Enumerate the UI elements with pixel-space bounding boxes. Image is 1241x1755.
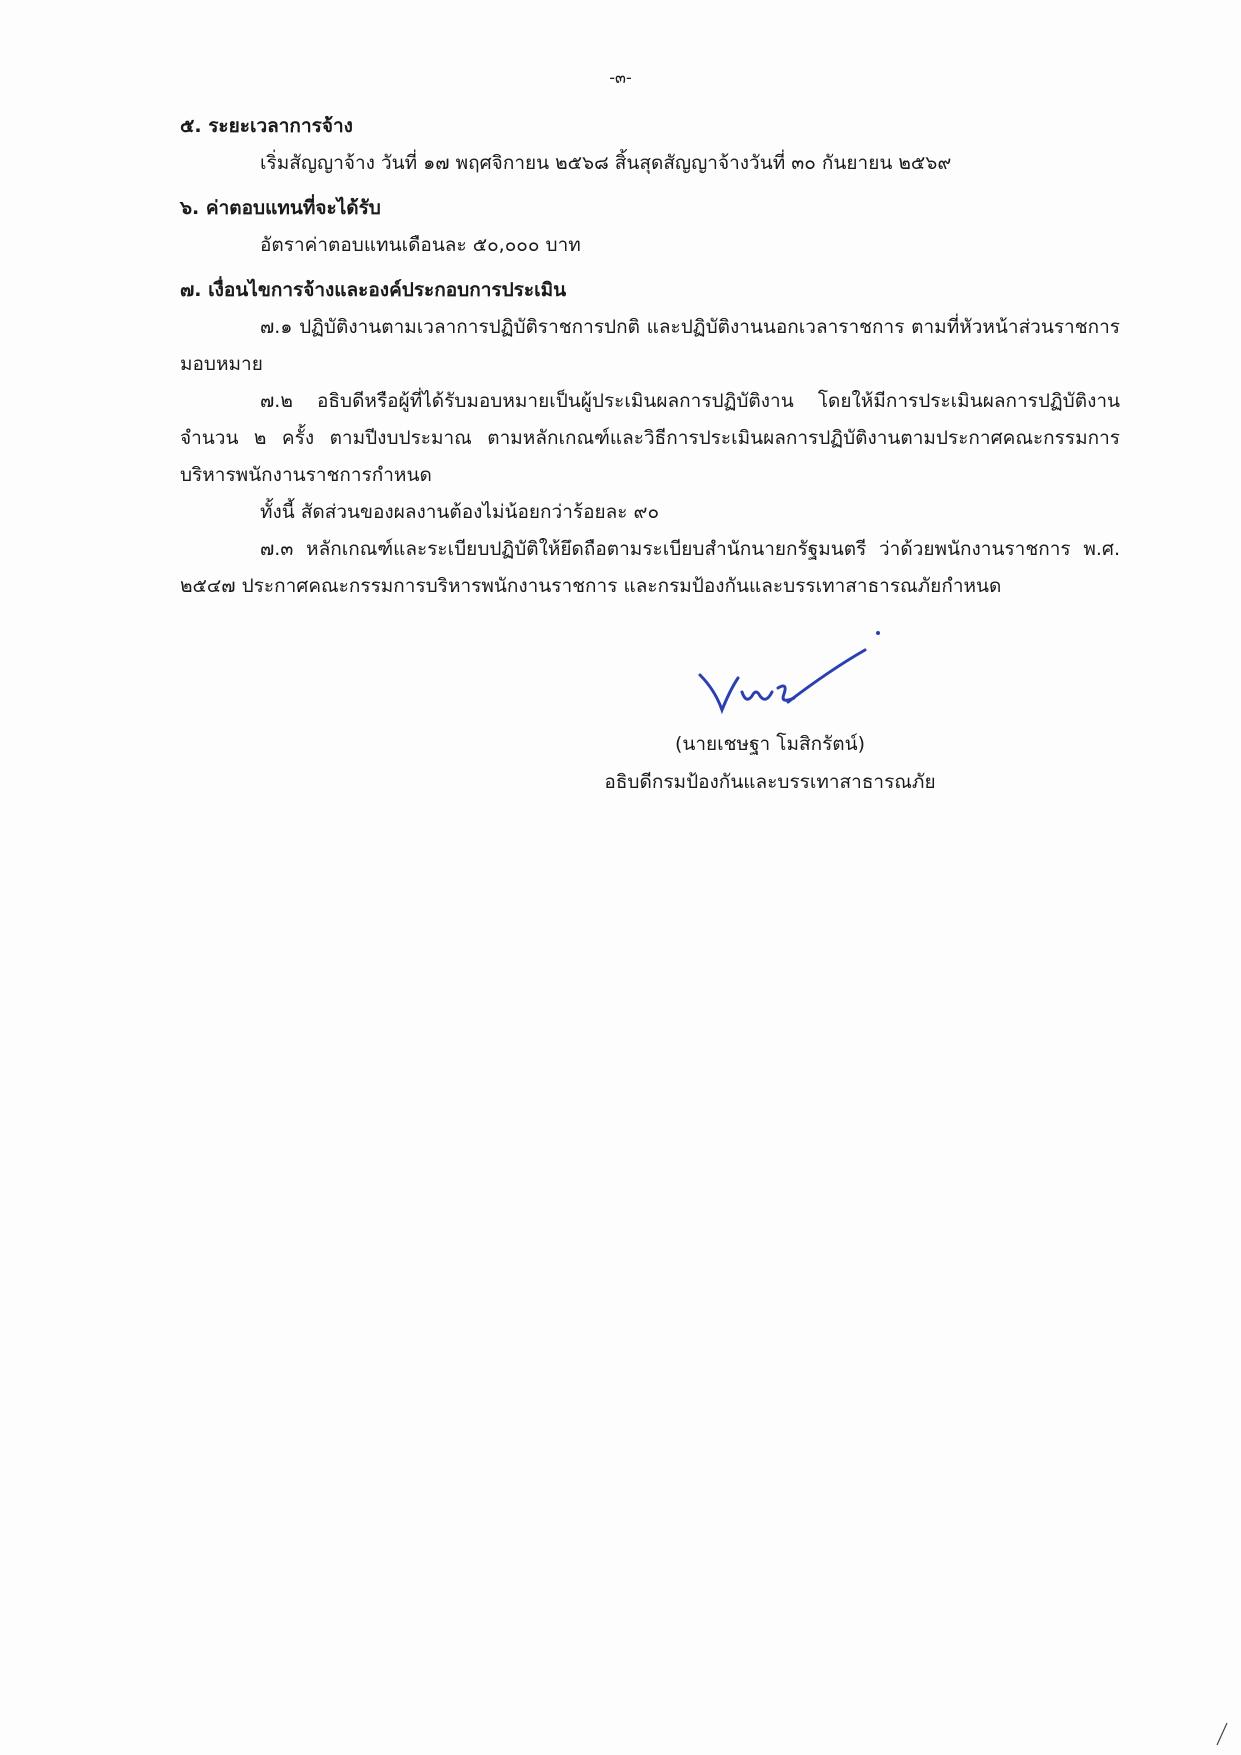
section-6-heading: ๖. ค่าตอบแทนที่จะได้รับ [180, 197, 381, 219]
signatory-name: (นายเชษฐา โมสิกรัตน์) [674, 733, 866, 755]
document-body [180, 108, 1120, 605]
section-6-body: อัตราค่าตอบแทนเดือนละ ๕๐,๐๐๐ บาท [260, 234, 581, 256]
section-7-2-paragraph: ๗.๒ อธิบดีหรือผู้ที่ได้รับมอบหมายเป็นผู้ประเมินผลการปฏิบัติงาน โดยให้มีการประเมินผลการปฏิบัติงานจำนวน ๒ ครั้ง ตามปีงบประมาณ ตามหลักเกณฑ์และวิธีการประเมินผลการปฏิบัติงานตามประกาศคณะกรรมการบริหารพนักงานราชการกำหนด [180, 390, 1120, 486]
section-7-2-note: ทั้งนี้ สัดส่วนของผลงานต้องไม่น้อยกว่าร้อยละ ๙๐ [260, 501, 660, 523]
section-7-1-paragraph: ๗.๑ ปฏิบัติงานตามเวลาการปฏิบัติราชการปกติ และปฏิบัติงานนอกเวลาราชการ ตามที่หัวหน้าส่วนราชการมอบหมาย [180, 316, 1120, 375]
handwritten-signature [660, 630, 880, 725]
section-7-heading: ๗. เงื่อนไขการจ้างและองค์ประกอบการประเมิน [180, 279, 567, 301]
section-7-3-paragraph: ๗.๓ หลักเกณฑ์และระเบียบปฏิบัติให้ยึดถือตามระเบียบสำนักนายกรัฐมนตรี ว่าด้วยพนักงานราชการ พ.ศ. ๒๕๔๗ ประกาศคณะกรรมการบริหารพนักงานราชการ และกรมป้องกันและบรรเทาสาธารณภัยกำหนด [180, 538, 1120, 597]
scan-corner-mark [1215, 1721, 1229, 1747]
signature-block [560, 630, 980, 801]
section-5-body: เริ่มสัญญาจ้าง วันที่ ๑๗ พฤศจิกายน ๒๕๖๘ สิ้นสุดสัญญาจ้างวันที่ ๓๐ กันยายน ๒๕๖๙ [260, 152, 952, 174]
signatory-position: อธิบดีกรมป้องกันและบรรเทาสาธารณภัย [604, 771, 936, 793]
section-5-heading: ๕. ระยะเวลาการจ้าง [180, 115, 353, 137]
page-number: -๓- [609, 68, 632, 87]
